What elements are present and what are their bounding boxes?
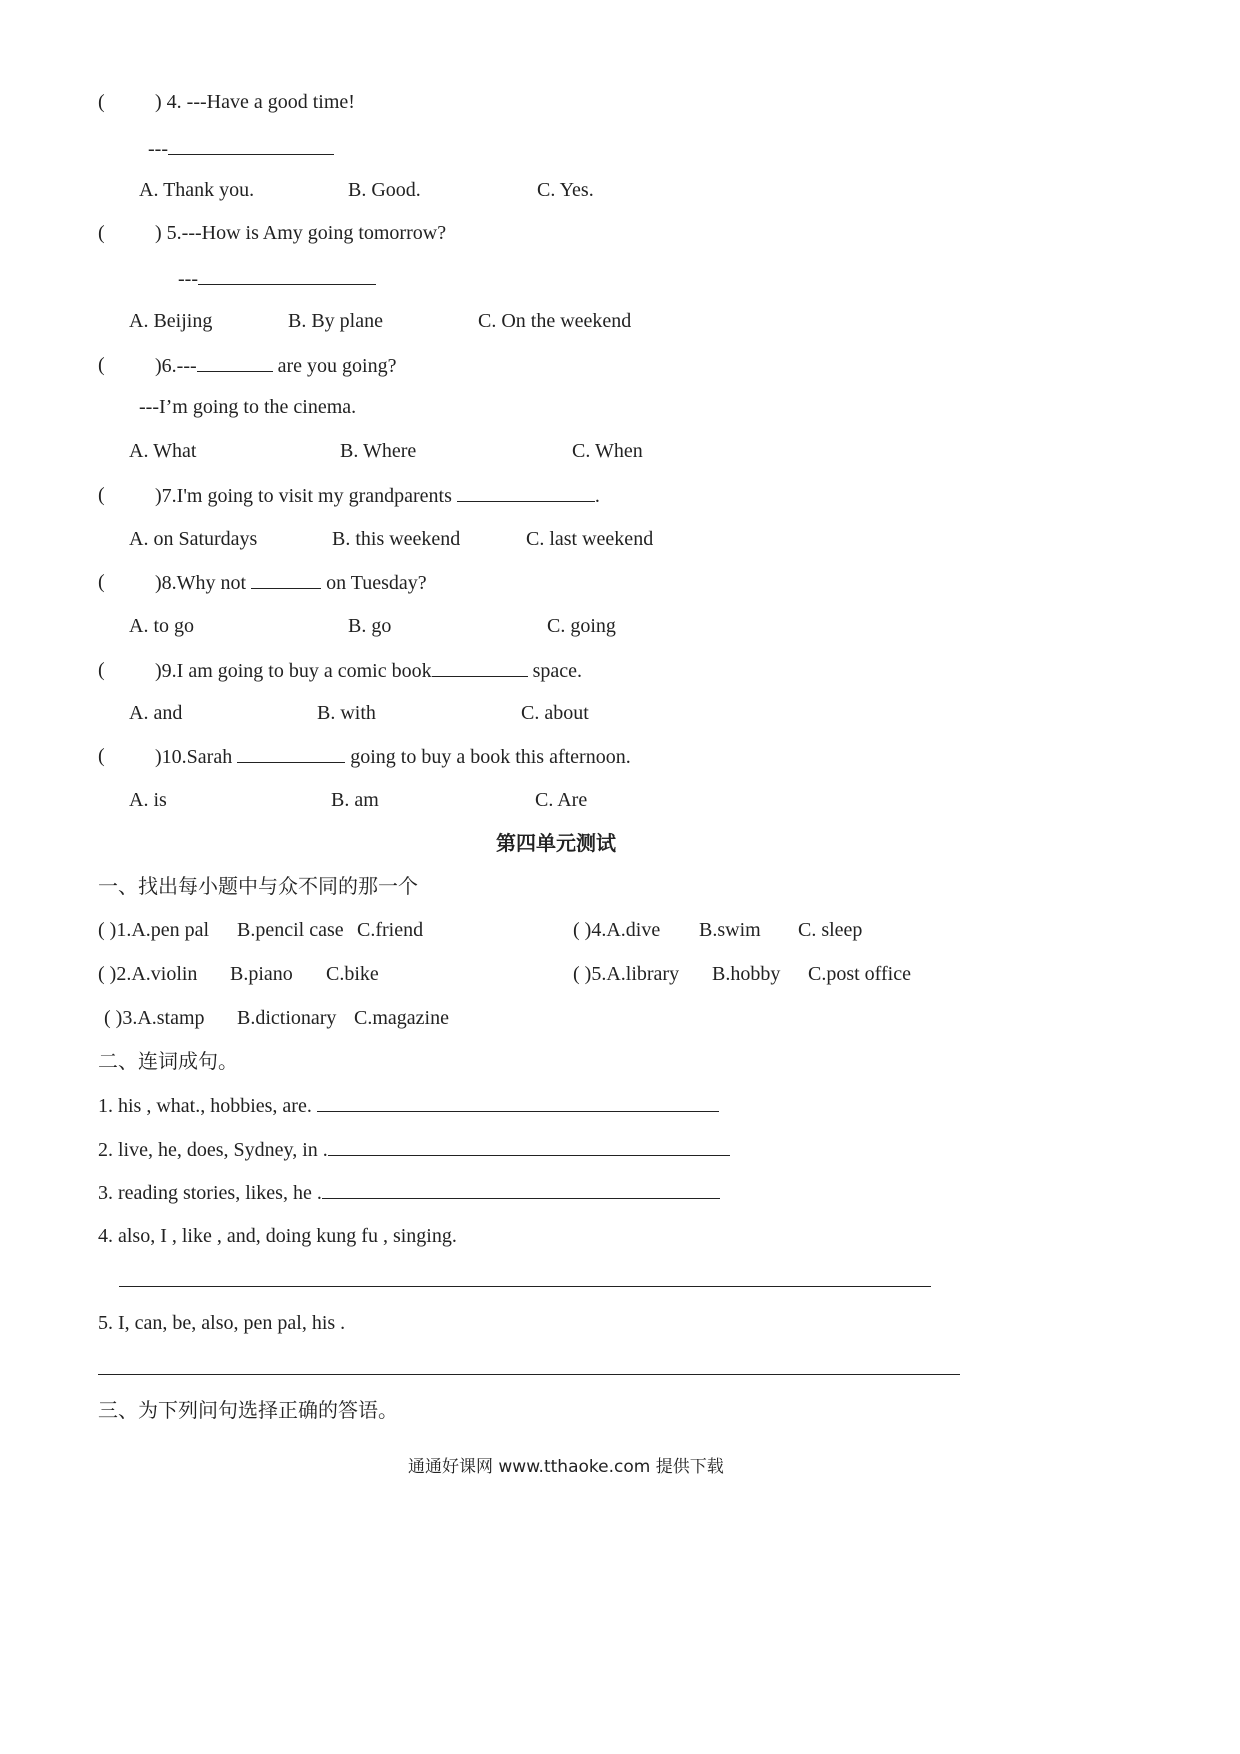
s2-item-3-text: 3. reading stories, likes, he . — [98, 1182, 322, 1204]
q10-option-b: B. am — [331, 789, 379, 811]
q10-stem — [155, 744, 631, 769]
s2-item-2-text: 2. live, he, does, Sydney, in . — [98, 1139, 328, 1161]
q10-paren-open: ( — [98, 745, 105, 767]
q5-paren-open: ( — [98, 222, 105, 244]
q8-stem-pre: )8.Why not — [155, 572, 252, 594]
s2-item-1-text: 1. his , what., hobbies, are. — [98, 1095, 317, 1117]
q9-stem-pre: )9.I am going to buy a comic book — [155, 660, 432, 682]
q10-blank — [237, 744, 345, 763]
section2-heading: 二、连词成句。 — [98, 1049, 238, 1073]
s2-item-4: 4. also, I , like , and, doing kung fu , singing. — [98, 1225, 457, 1247]
q4-paren-open: ( — [98, 91, 105, 113]
q6-paren-open: ( — [98, 354, 105, 376]
q4-answer-line — [148, 136, 334, 161]
q10-option-c: C. Are — [535, 789, 588, 811]
section1-heading: 一、找出每小题中与众不同的那一个 — [98, 874, 418, 898]
s1-q1-num: ( )1.A.pen pal — [98, 919, 210, 941]
q10-stem-pre: )10.Sarah — [155, 746, 238, 768]
page-footer: 通通好课网 www.tthaoke.com 提供下载 — [408, 1457, 724, 1477]
s1-q4-option-c: C. sleep — [798, 919, 863, 941]
q6-blank — [197, 353, 273, 372]
q6-option-c: C. When — [572, 440, 643, 462]
q9-blank — [432, 658, 528, 677]
s1-q2-num: ( )2.A.violin — [98, 963, 198, 985]
s1-q5-num: ( )5.A.library — [573, 963, 680, 985]
q9-option-b: B. with — [317, 702, 376, 724]
s2-item-4-answer-line — [119, 1286, 931, 1287]
s1-q3-option-b: B.dictionary — [237, 1007, 337, 1029]
s1-q4-num: ( )4.A.dive — [573, 919, 661, 941]
q7-option-a: A. on Saturdays — [129, 528, 258, 550]
q8-stem-post: on Tuesday? — [321, 572, 427, 594]
q6-stem-pre: )6.--- — [155, 355, 197, 377]
q6-option-b: B. Where — [340, 440, 417, 462]
s2-item-1 — [98, 1093, 719, 1118]
section3-heading: 三、为下列问句选择正确的答语。 — [98, 1398, 398, 1422]
q5-answer-line — [178, 266, 376, 291]
q6-option-a: A. What — [129, 440, 197, 462]
q9-paren-open: ( — [98, 659, 105, 681]
q4-stem: ) 4. ---Have a good time! — [155, 91, 355, 113]
s1-q4-option-b: B.swim — [699, 919, 761, 941]
s1-q5-option-b: B.hobby — [712, 963, 781, 985]
q9-option-c: C. about — [521, 702, 589, 724]
q8-option-b: B. go — [348, 615, 392, 637]
q6-stem — [155, 353, 397, 378]
q8-paren-open: ( — [98, 571, 105, 593]
q5-answer-blank — [198, 266, 376, 285]
s1-q1-option-c: C.friend — [357, 919, 424, 941]
s1-q2-option-c: C.bike — [326, 963, 379, 985]
s2-item-1-blank — [317, 1093, 719, 1112]
q9-stem — [155, 658, 582, 683]
s2-item-2 — [98, 1137, 730, 1162]
q10-stem-post: going to buy a book this afternoon. — [345, 746, 631, 768]
s2-item-3-blank — [322, 1180, 720, 1199]
q9-stem-post: space. — [527, 660, 583, 682]
q7-stem-pre: )7.I'm going to visit my grandparents — [155, 485, 457, 507]
s2-item-2-blank — [328, 1137, 730, 1156]
s1-q5-option-c: C.post office — [808, 963, 911, 985]
s1-q3-num: ( )3.A.stamp — [104, 1007, 205, 1029]
q5-stem: ) 5.---How is Amy going tomorrow? — [155, 222, 447, 244]
q8-stem — [155, 570, 427, 595]
q7-stem — [155, 483, 600, 508]
s1-q2-option-b: B.piano — [230, 963, 293, 985]
q5-option-b: B. By plane — [288, 310, 383, 332]
q10-option-a: A. is — [129, 789, 167, 811]
unit4-title: 第四单元测试 — [496, 831, 616, 855]
s2-item-5-answer-line — [98, 1374, 960, 1375]
q5-option-c: C. On the weekend — [478, 310, 632, 332]
q7-option-c: C. last weekend — [526, 528, 654, 550]
q4-answer-prefix: --- — [148, 138, 168, 160]
q8-option-c: C. going — [547, 615, 616, 637]
q7-option-b: B. this weekend — [332, 528, 461, 550]
s1-q3-option-c: C.magazine — [354, 1007, 449, 1029]
q8-blank — [251, 570, 321, 589]
q4-option-c: C. Yes. — [537, 179, 594, 201]
s2-item-5: 5. I, can, be, also, pen pal, his . — [98, 1312, 346, 1334]
s2-item-3 — [98, 1180, 720, 1205]
s1-q1-option-b: B.pencil case — [237, 919, 344, 941]
q6-stem-post: are you going? — [272, 355, 397, 377]
q7-stem-post: . — [594, 485, 600, 507]
q4-answer-blank — [168, 136, 334, 155]
q7-paren-open: ( — [98, 484, 105, 506]
q6-reply: ---I’m going to the cinema. — [139, 396, 357, 418]
q8-option-a: A. to go — [129, 615, 194, 637]
q5-answer-prefix: --- — [178, 268, 198, 290]
q7-blank — [457, 483, 595, 502]
q5-option-a: A. Beijing — [129, 310, 213, 332]
q4-option-b: B. Good. — [348, 179, 421, 201]
q9-option-a: A. and — [129, 702, 183, 724]
q4-option-a: A. Thank you. — [139, 179, 255, 201]
